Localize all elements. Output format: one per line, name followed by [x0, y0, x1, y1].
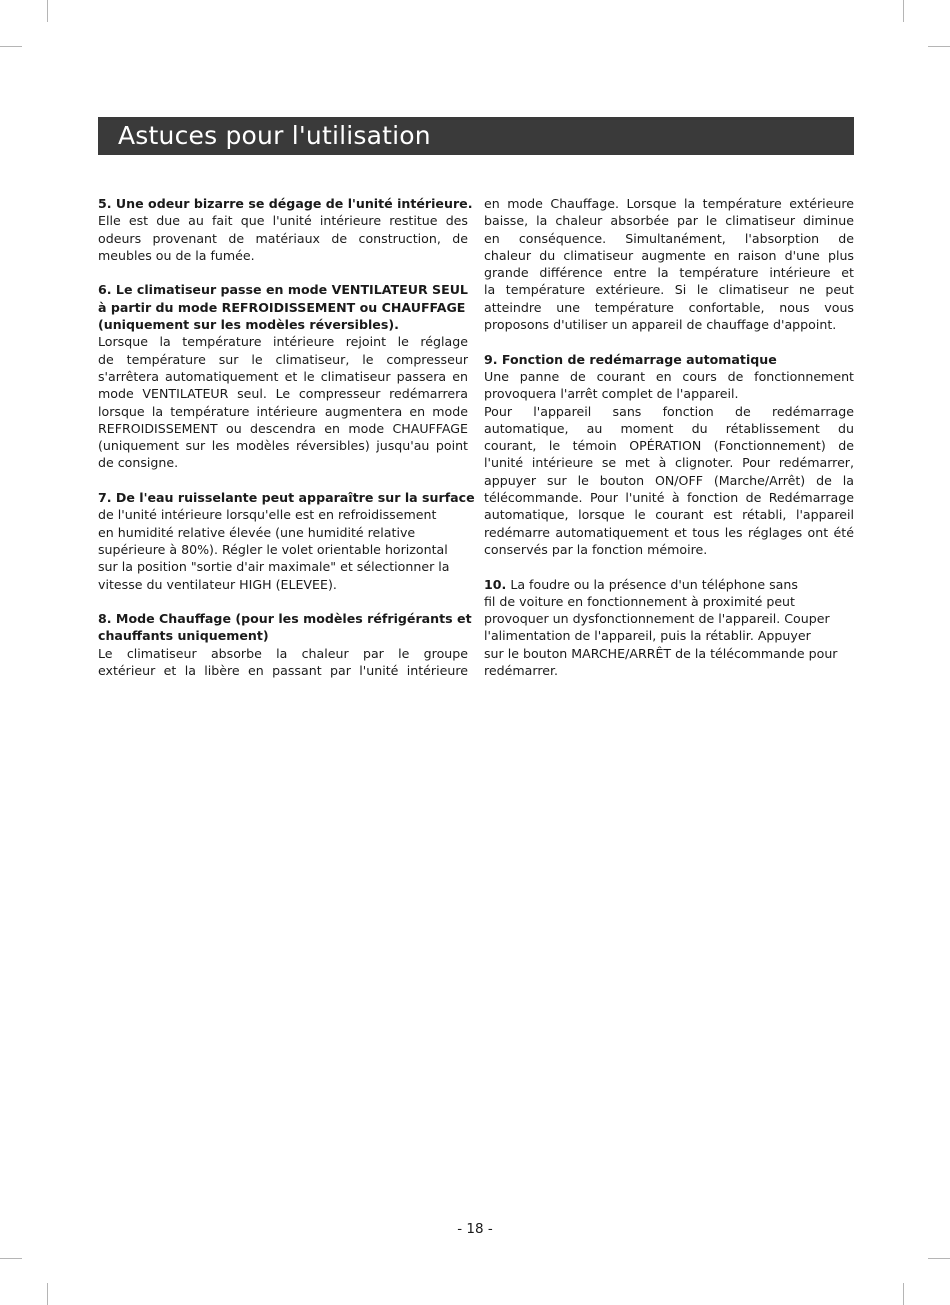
tip-10	[484, 576, 854, 680]
tip-5-heading: 5. Une odeur bizarre se dégage de l'unité intérieure.	[98, 196, 473, 211]
tip-5	[98, 195, 473, 264]
tip-8-heading: chauffants uniquement)	[98, 628, 269, 644]
text-line: fil de voiture en fonctionnement à proximité peut	[484, 593, 795, 609]
tip-8-heading: 8. Mode Chauffage (pour les modèles réfrigérants et	[98, 611, 472, 627]
text-line: (uniquement sur les modèles réversibles) jusqu'au point	[98, 438, 468, 454]
text-line: sur le bouton MARCHE/ARRÊT de la télécommande pour	[484, 645, 838, 661]
text-line: mode VENTILATEUR seul. Le compresseur redémarrera	[98, 386, 468, 402]
text-run: La foudre ou la présence d'un téléphone sans	[506, 576, 798, 592]
text-line: la température extérieure. Si le climatiseur ne peut	[484, 282, 854, 298]
text-line: Lorsque la température intérieure rejoint le réglage	[98, 334, 468, 350]
text-line: redémarrer.	[484, 663, 559, 679]
text-line: redémarre automatiquement et tous les réglages ont été	[484, 524, 854, 540]
page-title: Astuces pour l'utilisation	[118, 121, 431, 150]
tip-10-first-line	[484, 576, 854, 593]
text-line: atteindre une température confortable, nous vous	[484, 299, 854, 315]
text-line: l'unité intérieure se met à clignoter. Pour redémarrer,	[484, 455, 854, 471]
text-line: proposons d'utiliser un appareil de chauffage d'appoint.	[484, 317, 837, 333]
text-line: de température sur le climatiseur, le compresseur	[98, 351, 468, 367]
crop-mark-bottom-right	[903, 1283, 904, 1305]
text-line: en conséquence. Simultanément, l'absorption de	[484, 230, 854, 246]
crop-mark-top-right	[903, 0, 904, 22]
text-line: Elle est due au fait que l'unité intérieure restitue des	[98, 213, 468, 229]
text-line: chaleur du climatiseur augmente en raison d'une plus	[484, 247, 854, 263]
text-line: extérieur et la libère en passant par l'unité intérieure	[98, 663, 468, 679]
tip-7	[98, 489, 475, 593]
text-line: REFROIDISSEMENT ou descendra en mode CHAUFFAGE	[98, 420, 468, 436]
text-line: vitesse du ventilateur HIGH (ELEVEE).	[98, 576, 337, 592]
text-line: appuyer sur le bouton ON/OFF (Marche/Arrêt) de la	[484, 472, 854, 488]
text-line: l'alimentation de l'appareil, puis la rétablir. Appuyer	[484, 628, 811, 644]
text-line: en humidité relative élevée (une humidité relative	[98, 524, 416, 540]
tip-9	[484, 351, 854, 559]
tip-6-heading: (uniquement sur les modèles réversibles).	[98, 317, 399, 333]
text-line: odeurs provenant de matériaux de construction, de	[98, 230, 468, 246]
tip-9-heading: 9. Fonction de redémarrage automatique	[484, 351, 777, 367]
text-line: s'arrêtera automatiquement et le climatiseur passera en	[98, 368, 468, 384]
text-line: provoquer un dysfonctionnement de l'appareil. Couper	[484, 611, 830, 627]
text-line: grande différence entre la température intérieure et	[484, 265, 854, 281]
text-line: de l'unité intérieure lorsqu'elle est en refroidissement	[98, 507, 437, 523]
page-number: - 18 -	[457, 1221, 493, 1237]
text-line: conservés par la fonction mémoire.	[484, 541, 708, 557]
text-line: Le climatiseur absorbe la chaleur par le groupe	[98, 645, 468, 661]
tip-6-heading: à partir du mode REFROIDISSEMENT ou CHAUFFAGE	[98, 299, 466, 315]
text-line: Pour l'appareil sans fonction de redémarrage	[484, 403, 854, 419]
tip-6-heading: 6. Le climatiseur passe en mode VENTILATEUR SEUL	[98, 282, 468, 298]
text-line: meubles ou de la fumée.	[98, 247, 255, 263]
crop-mark-top-left	[47, 0, 48, 22]
tip-7-heading: 7. De l'eau ruisselante peut apparaître sur la surface	[98, 490, 475, 506]
text-line: lorsque la température intérieure augmentera en mode	[98, 403, 468, 419]
text-line: automatique, au moment du rétablissement du	[484, 420, 854, 436]
tip-10-number: 10.	[484, 576, 507, 592]
text-line: de consigne.	[98, 455, 179, 471]
tip-8-continued	[484, 195, 854, 333]
text-line: Une panne de courant en cours de fonctionnement	[484, 368, 854, 384]
crop-mark-bottom-right-h	[928, 1258, 950, 1259]
section-banner	[98, 117, 854, 155]
text-line: courant, le témoin OPÉRATION (Fonctionnement) de	[484, 438, 854, 454]
text-line: automatique, lorsque le courant est rétabli, l'appareil	[484, 507, 854, 523]
right-column	[484, 195, 854, 697]
text-line: baisse, la chaleur absorbée par le climatiseur diminue	[484, 213, 854, 229]
text-line: supérieure à 80%). Régler le volet orientable horizontal	[98, 541, 448, 557]
tip-8	[98, 610, 472, 679]
tip-6	[98, 281, 468, 471]
crop-mark-bottom-left	[47, 1283, 48, 1305]
crop-mark-bottom-left-h	[0, 1258, 22, 1259]
crop-mark-top-right-h	[928, 46, 950, 47]
text-line: sur la position "sortie d'air maximale" et sélectionner la	[98, 559, 450, 575]
text-line: télécommande. Pour l'unité à fonction de Redémarrage	[484, 490, 854, 506]
text-line: provoquera l'arrêt complet de l'appareil.	[484, 386, 739, 402]
text-line: en mode Chauffage. Lorsque la température extérieure	[484, 196, 854, 211]
crop-mark-top-left-h	[0, 46, 22, 47]
left-column	[98, 195, 475, 697]
